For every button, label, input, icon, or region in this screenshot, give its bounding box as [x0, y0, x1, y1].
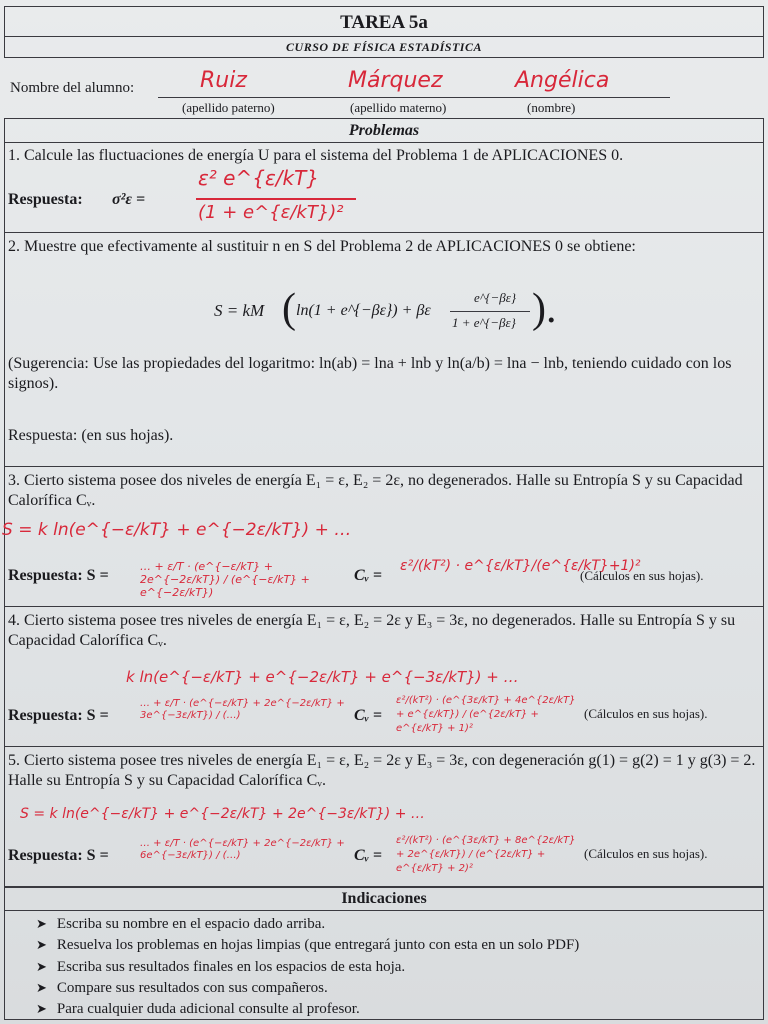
problem-1-statement: 1. Calcule las fluctuaciones de energía U para el sistema del Problema 1 de APLICACIONES 0. [8, 147, 624, 164]
indicacion-item [36, 935, 579, 955]
problem-2-hint: (Sugerencia: Use las propiedades del logaritmo: ln(ab) = lna + lnb y ln(a/b) = lna − lnb, teniendo cuidado con los signos). [8, 355, 732, 392]
problem-5-hand-cv: ε²/(kT²) · (e^{3ε/kT} + 8e^{2ε/kT} + 2e^{ε/kT}) / (e^{2ε/kT} + e^{ε/kT} + 2)² [396, 835, 576, 874]
problem-2-paren-close: ). [532, 286, 557, 332]
problem-2-formula-body: ln(1 + e^{−βε}) + βε [296, 302, 431, 319]
problem-3-cv-label: Cᵥ = [354, 567, 382, 584]
problem-4-note: (Cálculos en sus hojas). [584, 706, 708, 721]
problem-2-divider [4, 466, 764, 467]
indicacion-item [36, 999, 360, 1019]
indicacion-text: Para cualquier duda adicional consulte al profesor. [56, 1001, 360, 1017]
problem-2-fraction-bar [450, 311, 530, 312]
problem-5-hand-entropy: … + ε/T · (e^{−ε/kT} + 2e^{−2ε/kT} + 6e^{−3ε/kT}) / (…) [140, 838, 345, 861]
problem-3-hand-cv: ε²/(kT²) · e^{ε/kT}/(e^{ε/kT}+1)² [400, 558, 641, 574]
problem-3-statement: 3. Cierto sistema posee dos niveles de energía E₁ = ε, E₂ = 2ε, no degenerados. Halle su Entropía S y su Capacidad Calorífica Cᵥ. [8, 472, 743, 509]
indicaciones-heading: Indicaciones [341, 890, 427, 907]
problem-1-divider [4, 232, 764, 233]
problem-5-statement: 5. Cierto sistema posee tres niveles de energía E₁ = ε, E₂ = 2ε y E₃ = 3ε, con degeneración g(1) = g(2) = 1 y g(3) = 2. Halle su Entropía S y su Capacidad Calorífica Cᵥ. [8, 752, 756, 789]
problem-4-hand-cv: ε²/(kT²) · (e^{3ε/kT} + 4e^{2ε/kT} + e^{ε/kT}) / (e^{2ε/kT} + e^{ε/kT} + 1)² [396, 695, 576, 734]
problem-4-divider [4, 746, 764, 747]
problem-1-answer-label: Respuesta: [8, 191, 83, 208]
student-nombre-value: Angélica [515, 68, 610, 93]
page-subtitle: CURSO DE FÍSICA ESTADÍSTICA [286, 40, 482, 54]
indicaciones-heading-divider [4, 910, 764, 911]
indicacion-text: Escriba su nombre en el espacio dado arriba. [56, 916, 326, 932]
problem-4-answer-label: Respuesta: S = [8, 707, 109, 724]
student-materno-value: Márquez [348, 68, 443, 93]
student-name-label: Nombre del alumno: [10, 80, 135, 96]
arrow-bullet-icon: ➤ [36, 916, 47, 931]
problem-4-hand-entropy-top: k ln(e^{−ε/kT} + e^{−2ε/kT} + e^{−3ε/kT}) + … [126, 668, 519, 686]
indicacion-item [36, 978, 328, 998]
problem-5-note: (Cálculos en sus hojas). [584, 846, 708, 861]
student-paterno-value: Ruiz [200, 68, 247, 93]
problem-3-hand-entropy-top: S = k ln(e^{−ε/kT} + e^{−2ε/kT}) + … [2, 520, 352, 540]
header-divider [4, 36, 764, 37]
nombre-caption: (nombre) [527, 100, 576, 115]
problem-2-answer: Respuesta: (en sus hojas). [8, 427, 174, 444]
problem-5-hand-entropy-top: S = k ln(e^{−ε/kT} + e^{−2ε/kT} + 2e^{−3ε/kT}) + … [20, 806, 425, 822]
problem-3-divider [4, 606, 764, 607]
problem-4-statement: 4. Cierto sistema posee tres niveles de energía E₁ = ε, E₂ = 2ε y E₃ = 3ε, no degenerados. Halle su Entropía S y su Capacidad Calorífica Cᵥ. [8, 612, 736, 649]
problem-3-answer-label: Respuesta: S = [8, 567, 109, 584]
problem-3-hand-entropy: … + ε/T · (e^{−ε/kT} + 2e^{−2ε/kT}) / (e^{−ε/kT} + e^{−2ε/kT}) [140, 560, 310, 599]
problems-heading-divider [4, 142, 764, 143]
name-underline [158, 97, 670, 98]
indicacion-text: Escriba sus resultados finales en los espacios de esta hoja. [56, 959, 406, 975]
indicacion-text: Compare sus resultados con sus compañeros. [56, 980, 328, 996]
paterno-caption: (apellido paterno) [182, 100, 275, 115]
problem-2-paren-open: ( [282, 286, 296, 332]
problem-1-answer-symbol: σ²ε = [112, 191, 146, 208]
problem-4-hand-entropy: … + ε/T · (e^{−ε/kT} + 2e^{−2ε/kT} + 3e^{−3ε/kT}) / (…) [140, 698, 345, 721]
materno-caption: (apellido materno) [350, 100, 447, 115]
arrow-bullet-icon: ➤ [36, 1001, 47, 1016]
problem-2-statement: 2. Muestre que efectivamente al sustituir n en S del Problema 2 de APLICACIONES 0 se obtiene: [8, 238, 636, 255]
page-title: TAREA 5a [340, 12, 428, 33]
problem-1-hand-numerator: ε² e^{ε/kT} [198, 166, 320, 190]
problem-3-note: (Cálculos en sus hojas). [580, 568, 704, 583]
arrow-bullet-icon: ➤ [36, 937, 47, 952]
problem-2-formula-left: S = kM [214, 301, 265, 320]
indicacion-item [36, 957, 405, 977]
arrow-bullet-icon: ➤ [36, 959, 47, 974]
indicacion-text: Resuelva los problemas en hojas limpias (que entregará junto con esta en un solo PDF) [56, 937, 580, 953]
problems-heading: Problemas [348, 122, 420, 139]
problem-1-hand-denominator: (1 + e^{ε/kT})² [198, 202, 344, 223]
arrow-bullet-icon: ➤ [36, 980, 47, 995]
problem-5-answer-label: Respuesta: S = [8, 847, 109, 864]
problem-2-fraction-numerator: e^{−βε} [474, 290, 517, 305]
problem-2-fraction-denominator: 1 + e^{−βε} [452, 315, 516, 330]
problem-1-fraction-bar [196, 198, 356, 200]
problem-5-cv-label: Cᵥ = [354, 847, 382, 864]
indicacion-item [36, 914, 325, 934]
problem-4-cv-label: Cᵥ = [354, 707, 382, 724]
